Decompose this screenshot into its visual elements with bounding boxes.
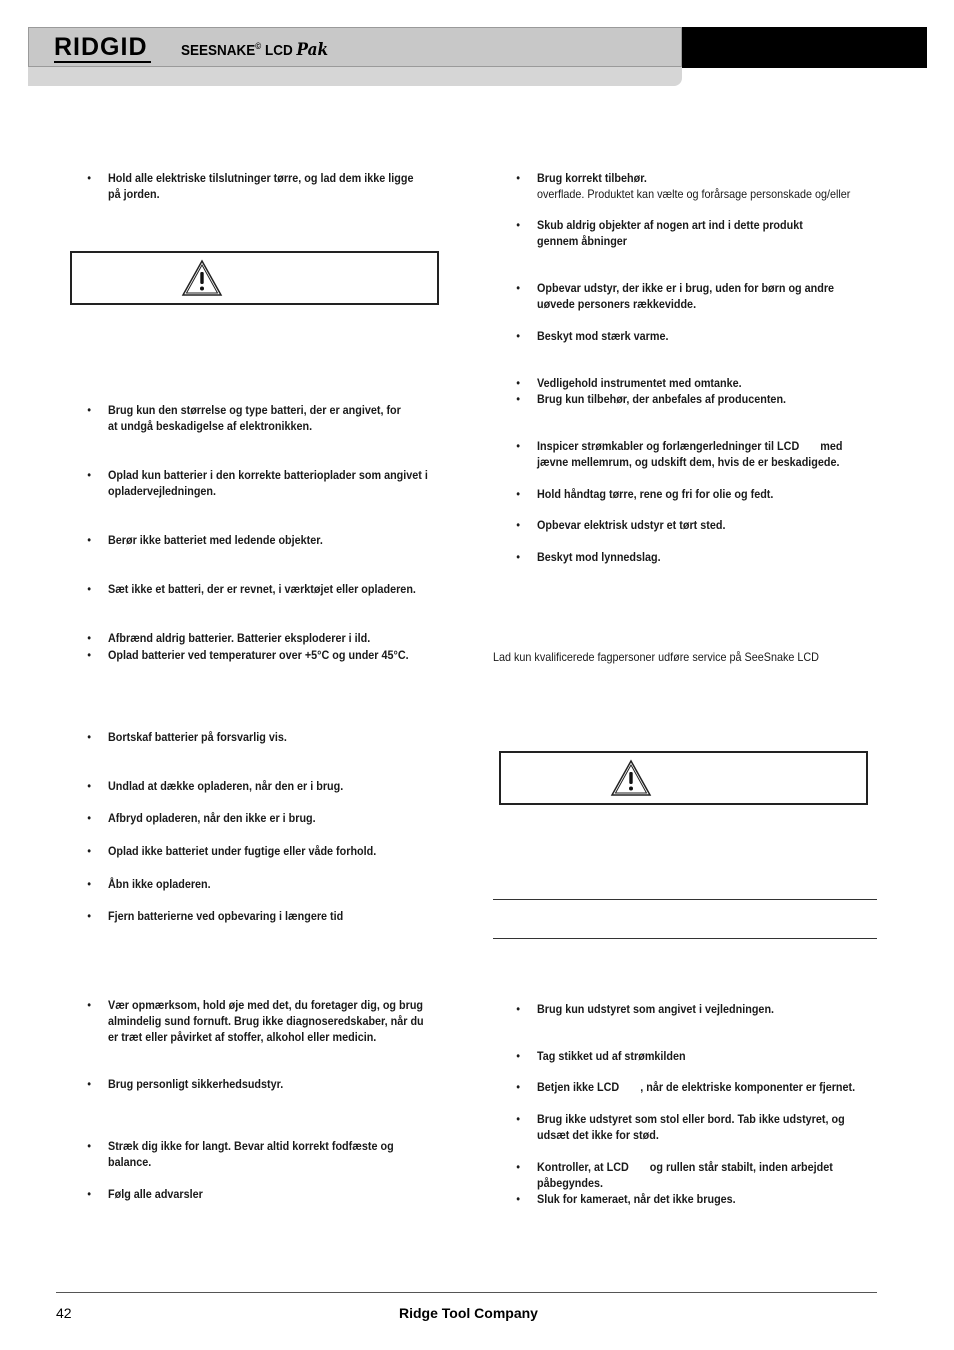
page-number: 42 [56, 1305, 72, 1321]
bullet-item: • Undlad at dække opladeren, når den er i brug. [87, 779, 344, 793]
bullet-item: • Hold alle elektriske tilslutninger tørre, og lad dem ikke ligge på jorden. [87, 171, 414, 201]
bullet-item: • Sæt ikke et batteri, der er revnet, i værktøjet eller opladeren. [87, 582, 416, 596]
bullet-item: • Sluk for kameraet, når det ikke bruges. [516, 1192, 736, 1206]
bullet-item: • Oplad batterier ved temperaturer over +5°C og under 45°C. [87, 648, 409, 662]
bullet-item: • Oplad ikke batteriet under fugtige eller våde forhold. [87, 844, 377, 858]
product-name: SEESNAKE [181, 42, 256, 59]
footer-rule [56, 1292, 877, 1293]
bullet-item: • Tag stikket ud af strømkilden [516, 1049, 686, 1063]
divider [493, 899, 877, 900]
product-title [181, 36, 328, 61]
warning-box [70, 251, 439, 305]
bullet-item: • Bortskaf batterier på forsvarlig vis. [87, 730, 287, 744]
product-suffix: LCD [265, 42, 293, 59]
bullet-item: • Skub aldrig objekter af nogen art ind i dette produkt gennem åbninger [516, 218, 803, 248]
warning-box [499, 751, 868, 805]
bullet-item: • Stræk dig ikke for langt. Bevar altid korrekt fodfæste og balance. [87, 1139, 394, 1169]
bullet-item: • Brug personligt sikkerhedsudstyr. [87, 1077, 284, 1091]
bullet-item: • Opbevar udstyr, der ikke er i brug, uden for børn og andre uøvede personers rækkevidde. [516, 281, 835, 311]
warning-triangle-icon [181, 259, 223, 297]
warning-triangle-icon [610, 759, 652, 797]
bullet-item: • Afbryd opladeren, når den ikke er i brug. [87, 811, 316, 825]
bullet-item: • Brug kun udstyret som angivet i vejledningen. [516, 1002, 775, 1016]
bullet-item: • Brug ikke udstyret som stol eller bord. Tab ikke udstyret, og udsæt det ikke for stød. [516, 1112, 845, 1142]
header-black-block [682, 27, 927, 68]
bullet-item: • Oplad kun batterier i den korrekte batterioplader som angivet i opladervejledningen. [87, 468, 428, 498]
bullet-item: • Åbn ikke opladeren. [87, 877, 211, 891]
product-mark: © [255, 41, 262, 51]
header-underbar [28, 67, 682, 86]
product-script: Pak [296, 40, 329, 60]
bullet-item: • Brug kun tilbehør, der anbefales af producenten. [516, 392, 787, 406]
bullet-item: • Hold håndtag tørre, rene og fri for olie og fedt. [516, 487, 774, 501]
bullet-item: • Inspicer strømkabler og forlængerledninger til LCD med jævne mellemrum, og udskift dem, hvis de er beskadigede. [516, 439, 843, 469]
bullet-item: • Fjern batterierne ved opbevaring i længere tid [87, 909, 344, 923]
bullet-item: • Kontroller, at LCD og rullen står stabilt, inden arbejdet påbegyndes. [516, 1160, 833, 1190]
bullet-item: • Vær opmærksom, hold øje med det, du foretager dig, og brug almindelig sund fornuft. Brug ikke diagnoseredskaber, når du er træt eller påvirket af stoffer, alkohol eller medicin. [87, 998, 424, 1044]
bullet-item: • Beskyt mod lynnedslag. [516, 550, 661, 564]
bullet-item: • Afbrænd aldrig batterier. Batterier eksploderer i ild. [87, 631, 371, 645]
bullet-item: • Brug korrekt tilbehør. overflade. Produktet kan vælte og forårsage personskade og/eller [516, 171, 851, 201]
bullet-item: • Opbevar elektrisk udstyr et tørt sted. [516, 518, 726, 532]
divider [493, 938, 877, 939]
bullet-item: • Vedligehold instrumentet med omtanke. [516, 376, 742, 390]
bullet-item: • Berør ikke batteriet med ledende objekter. [87, 533, 323, 547]
company-name: Ridge Tool Company [399, 1305, 538, 1321]
ridgid-logo: RIDGID [54, 33, 148, 61]
service-text: Lad kun kvalificerede fagpersoner udføre service på SeeSnake LCD [493, 650, 819, 664]
bullet-item: • Beskyt mod stærk varme. [516, 329, 669, 343]
bullet-item: • Betjen ikke LCD , når de elektriske komponenter er fjernet. [516, 1080, 856, 1094]
bullet-item: • Brug kun den størrelse og type batteri, der er angivet, for at undgå beskadigelse af elektronikken. [87, 403, 401, 433]
logo-underline [54, 61, 151, 63]
bullet-item: • Følg alle advarsler [87, 1187, 203, 1201]
